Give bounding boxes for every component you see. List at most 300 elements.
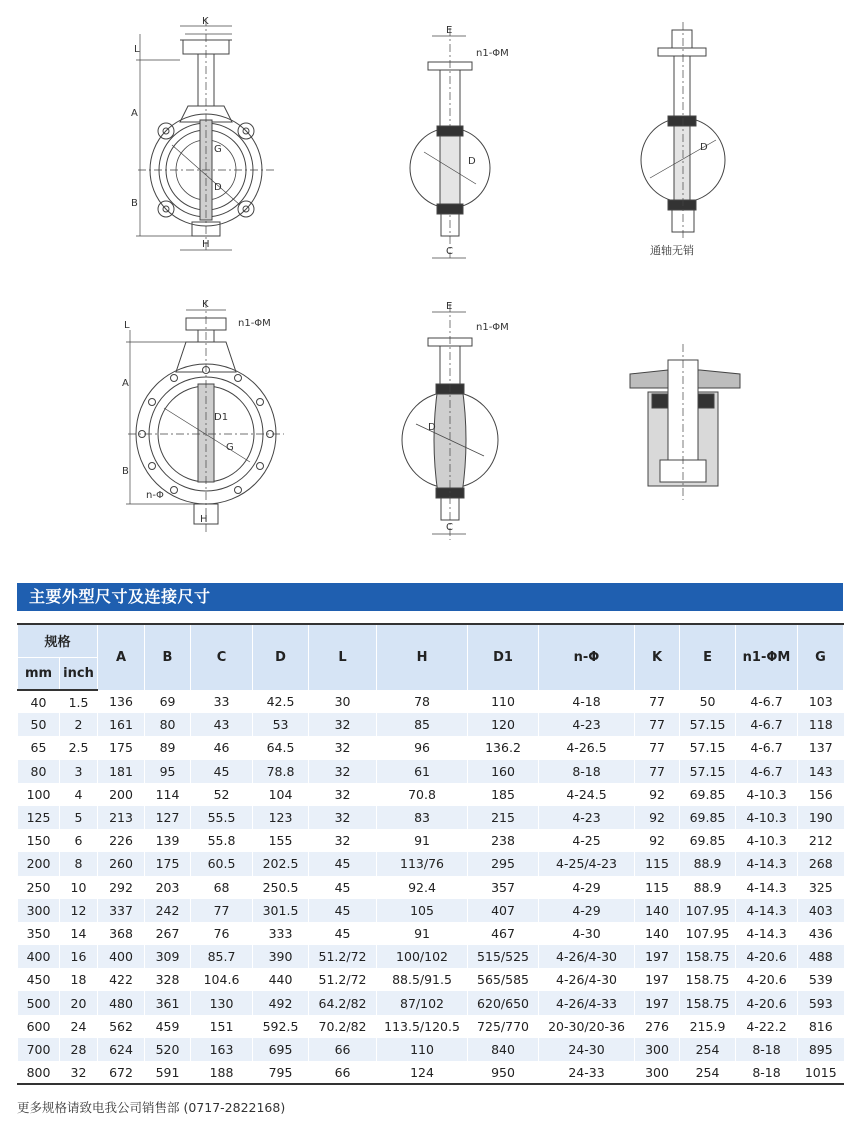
table-cell: 300: [635, 1038, 680, 1061]
table-cell: 83: [377, 806, 468, 829]
table-cell: 50: [680, 690, 736, 713]
table-cell: 161: [98, 713, 145, 736]
table-row: [18, 736, 844, 759]
header-col-l: L: [309, 624, 377, 690]
table-cell: 197: [635, 968, 680, 991]
table-row: [18, 783, 844, 806]
table-cell: 515/525: [468, 945, 539, 968]
table-row: [18, 968, 844, 991]
table-cell: 212: [798, 829, 844, 852]
table-cell: 158.75: [680, 945, 736, 968]
table-cell: 6: [60, 829, 98, 852]
table-cell: 250: [18, 876, 60, 899]
table-cell: 80: [18, 760, 60, 783]
table-cell: 107.95: [680, 922, 736, 945]
table-cell: 8-18: [736, 1038, 798, 1061]
table-cell: 155: [253, 829, 309, 852]
fig1-label-g: G: [214, 144, 222, 155]
table-cell: 295: [468, 852, 539, 875]
fig1-label-l: L: [134, 44, 140, 55]
table-cell: 80: [145, 713, 191, 736]
table-cell: 4-20.6: [736, 945, 798, 968]
table-cell: 57.15: [680, 760, 736, 783]
table-cell: 357: [468, 876, 539, 899]
table-cell: 32: [309, 783, 377, 806]
table-cell: 492: [253, 991, 309, 1014]
fig2-label-e: E: [446, 25, 453, 36]
table-cell: 28: [60, 1038, 98, 1061]
table-cell: 42.5: [253, 690, 309, 713]
table-cell: 51.2/72: [309, 945, 377, 968]
table-cell: 45: [309, 852, 377, 875]
fig4-label-n1: n1-ΦM: [238, 318, 271, 329]
table-cell: 127: [145, 806, 191, 829]
table-cell: 64.5: [253, 736, 309, 759]
table-cell: 77: [635, 713, 680, 736]
table-cell: 267: [145, 922, 191, 945]
table-cell: 18: [60, 968, 98, 991]
table-cell: 4-6.7: [736, 736, 798, 759]
table-cell: 4-6.7: [736, 690, 798, 713]
table-cell: 130: [191, 991, 253, 1014]
table-cell: 100/102: [377, 945, 468, 968]
table-cell: 115: [635, 876, 680, 899]
table-cell: 158.75: [680, 968, 736, 991]
table-cell: 89: [145, 736, 191, 759]
table-cell: 260: [98, 852, 145, 875]
table-cell: 77: [635, 690, 680, 713]
table-cell: 68: [191, 876, 253, 899]
table-cell: 160: [468, 760, 539, 783]
table-row: [18, 1061, 844, 1084]
table-cell: 292: [98, 876, 145, 899]
table-cell: 539: [798, 968, 844, 991]
table-row: [18, 806, 844, 829]
table-row: [18, 760, 844, 783]
table-cell: 202.5: [253, 852, 309, 875]
table-cell: 77: [191, 899, 253, 922]
table-cell: 16: [60, 945, 98, 968]
table-row: [18, 690, 844, 713]
table-cell: 333: [253, 922, 309, 945]
table-cell: 92: [635, 783, 680, 806]
table-row: [18, 899, 844, 922]
table-cell: 4-26/4-30: [539, 968, 635, 991]
table-cell: 24: [60, 1015, 98, 1038]
table-cell: 276: [635, 1015, 680, 1038]
table-cell: 300: [635, 1061, 680, 1084]
table-cell: 104.6: [191, 968, 253, 991]
table-cell: 840: [468, 1038, 539, 1061]
table-cell: 118: [798, 713, 844, 736]
table-cell: 24-33: [539, 1061, 635, 1084]
table-cell: 600: [18, 1015, 60, 1038]
fig3-side-view: [641, 22, 725, 240]
table-cell: 242: [145, 899, 191, 922]
table-cell: 78.8: [253, 760, 309, 783]
table-cell: 4-26/4-33: [539, 991, 635, 1014]
table-cell: 4-10.3: [736, 783, 798, 806]
table-cell: 175: [98, 736, 145, 759]
table-cell: 3: [60, 760, 98, 783]
table-cell: 4-18: [539, 690, 635, 713]
table-cell: 52: [191, 783, 253, 806]
table-cell: 104: [253, 783, 309, 806]
table-row: [18, 713, 844, 736]
table-header-row: [18, 624, 844, 657]
table-row: [18, 945, 844, 968]
table-cell: 32: [309, 806, 377, 829]
table-cell: 620/650: [468, 991, 539, 1014]
section-title: 主要外型尺寸及连接尺寸: [17, 583, 843, 611]
table-cell: 60.5: [191, 852, 253, 875]
fig6-section-detail: [630, 344, 740, 500]
table-body: [18, 690, 844, 1084]
table-cell: 66: [309, 1038, 377, 1061]
table-cell: 4-23: [539, 713, 635, 736]
table-cell: 4-14.3: [736, 899, 798, 922]
table-cell: 254: [680, 1038, 736, 1061]
header-mm: mm: [18, 657, 60, 690]
table-cell: 4-29: [539, 899, 635, 922]
table-cell: 45: [191, 760, 253, 783]
table-cell: 12: [60, 899, 98, 922]
table-cell: 188: [191, 1061, 253, 1084]
table-cell: 69.85: [680, 806, 736, 829]
table-cell: 139: [145, 829, 191, 852]
table-cell: 213: [98, 806, 145, 829]
table-cell: 4-26.5: [539, 736, 635, 759]
fig4-label-nphi: n-Φ: [146, 490, 164, 501]
table-cell: 175: [145, 852, 191, 875]
table-cell: 136.2: [468, 736, 539, 759]
table-row: [18, 829, 844, 852]
table-cell: 422: [98, 968, 145, 991]
table-cell: 4-20.6: [736, 968, 798, 991]
table-cell: 88.9: [680, 852, 736, 875]
header-inch: inch: [60, 657, 98, 690]
table-cell: 4-14.3: [736, 922, 798, 945]
table-cell: 96: [377, 736, 468, 759]
table-cell: 55.8: [191, 829, 253, 852]
fig5-label-d: D: [428, 422, 436, 433]
table-cell: 140: [635, 899, 680, 922]
table-cell: 4-24.5: [539, 783, 635, 806]
table-cell: 700: [18, 1038, 60, 1061]
table-cell: 2.5: [60, 736, 98, 759]
fig2-label-n1: n1-ΦM: [476, 48, 509, 59]
table-cell: 91: [377, 922, 468, 945]
table-cell: 32: [60, 1061, 98, 1084]
table-cell: 795: [253, 1061, 309, 1084]
table-cell: 400: [98, 945, 145, 968]
header-col-n1-phim: n1-ΦM: [736, 624, 798, 690]
table-cell: 120: [468, 713, 539, 736]
table-cell: 45: [309, 922, 377, 945]
table-cell: 69.85: [680, 783, 736, 806]
fig1-label-k: K: [202, 16, 209, 27]
table-cell: 24-30: [539, 1038, 635, 1061]
table-row: [18, 852, 844, 875]
table-cell: 300: [18, 899, 60, 922]
table-cell: 436: [798, 922, 844, 945]
table-cell: 53: [253, 713, 309, 736]
table-cell: 4-10.3: [736, 806, 798, 829]
fig4-label-h: H: [200, 514, 208, 525]
table-cell: 400: [18, 945, 60, 968]
table-cell: 77: [635, 736, 680, 759]
footer-note: 更多规格请致电我公司销售部 (0717-2822168): [17, 1100, 286, 1115]
table-cell: 4-25: [539, 829, 635, 852]
table-cell: 69.85: [680, 829, 736, 852]
table-cell: 105: [377, 899, 468, 922]
table-cell: 4-22.2: [736, 1015, 798, 1038]
table-cell: 78: [377, 690, 468, 713]
table-cell: 91: [377, 829, 468, 852]
header-col-e: E: [680, 624, 736, 690]
table-cell: 459: [145, 1015, 191, 1038]
table-cell: 203: [145, 876, 191, 899]
table-cell: 8-18: [736, 1061, 798, 1084]
table-cell: 197: [635, 991, 680, 1014]
table-cell: 150: [18, 829, 60, 852]
table-cell: 4-6.7: [736, 713, 798, 736]
table-cell: 88.5/91.5: [377, 968, 468, 991]
table-cell: 32: [309, 829, 377, 852]
table-cell: 70.2/82: [309, 1015, 377, 1038]
table-cell: 76: [191, 922, 253, 945]
table-cell: 350: [18, 922, 60, 945]
table-cell: 8-18: [539, 760, 635, 783]
fig5-side-view: [402, 304, 498, 540]
table-cell: 143: [798, 760, 844, 783]
table-cell: 50: [18, 713, 60, 736]
table-cell: 107.95: [680, 899, 736, 922]
table-cell: 800: [18, 1061, 60, 1084]
table-cell: 403: [798, 899, 844, 922]
table-cell: 136: [98, 690, 145, 713]
table-cell: 40: [18, 690, 60, 713]
table-cell: 488: [798, 945, 844, 968]
table-cell: 30: [309, 690, 377, 713]
table-cell: 163: [191, 1038, 253, 1061]
table-cell: 328: [145, 968, 191, 991]
table-cell: 816: [798, 1015, 844, 1038]
table-cell: 66: [309, 1061, 377, 1084]
fig4-label-l: L: [124, 320, 130, 331]
table-cell: 390: [253, 945, 309, 968]
fig2-label-d: D: [468, 156, 476, 167]
table-cell: 32: [309, 736, 377, 759]
table-cell: 4-10.3: [736, 829, 798, 852]
table-cell: 4-6.7: [736, 760, 798, 783]
table-cell: 325: [798, 876, 844, 899]
table-row: [18, 991, 844, 1014]
header-group-size: 规格: [18, 624, 98, 657]
table-cell: 57.15: [680, 713, 736, 736]
table-cell: 61: [377, 760, 468, 783]
table-cell: 624: [98, 1038, 145, 1061]
header-col-g: G: [798, 624, 844, 690]
table-cell: 407: [468, 899, 539, 922]
table-cell: 87/102: [377, 991, 468, 1014]
table-cell: 45: [309, 876, 377, 899]
fig5-label-n1: n1-ΦM: [476, 322, 509, 333]
table-cell: 309: [145, 945, 191, 968]
table-cell: 725/770: [468, 1015, 539, 1038]
table-cell: 46: [191, 736, 253, 759]
header-col-b: B: [145, 624, 191, 690]
table-cell: 4: [60, 783, 98, 806]
header-col-c: C: [191, 624, 253, 690]
table-cell: 480: [98, 991, 145, 1014]
table-cell: 215.9: [680, 1015, 736, 1038]
table-cell: 32: [309, 713, 377, 736]
table-cell: 500: [18, 991, 60, 1014]
fig1-label-b: B: [131, 198, 138, 209]
table-cell: 110: [468, 690, 539, 713]
table-cell: 301.5: [253, 899, 309, 922]
table-cell: 226: [98, 829, 145, 852]
fig4-label-d1: D1: [214, 412, 229, 423]
table-cell: 440: [253, 968, 309, 991]
table-cell: 124: [377, 1061, 468, 1084]
header-col-n-phi: n-Φ: [539, 624, 635, 690]
header-col-h: H: [377, 624, 468, 690]
table-cell: 77: [635, 760, 680, 783]
table-cell: 137: [798, 736, 844, 759]
fig4-label-a: A: [122, 378, 129, 389]
table-cell: 43: [191, 713, 253, 736]
table-cell: 4-20.6: [736, 991, 798, 1014]
fig1-label-h: H: [202, 239, 210, 250]
table-cell: 1.5: [60, 690, 98, 713]
dimensions-table: [17, 623, 844, 1085]
table-cell: 4-23: [539, 806, 635, 829]
table-cell: 361: [145, 991, 191, 1014]
fig3-note: 通轴无销: [650, 244, 694, 257]
fig1-front-view: [136, 18, 274, 250]
table-cell: 103: [798, 690, 844, 713]
table-cell: 8: [60, 852, 98, 875]
table-cell: 562: [98, 1015, 145, 1038]
table-cell: 565/585: [468, 968, 539, 991]
fig1-label-d: D: [214, 182, 222, 193]
fig5-label-e: E: [446, 301, 453, 312]
table-cell: 113.5/120.5: [377, 1015, 468, 1038]
table-cell: 5: [60, 806, 98, 829]
table-cell: 4-25/4-23: [539, 852, 635, 875]
table-cell: 33: [191, 690, 253, 713]
header-col-a: A: [98, 624, 145, 690]
table-cell: 158.75: [680, 991, 736, 1014]
table-cell: 672: [98, 1061, 145, 1084]
table-cell: 197: [635, 945, 680, 968]
table-cell: 92.4: [377, 876, 468, 899]
table-cell: 64.2/82: [309, 991, 377, 1014]
table-cell: 592.5: [253, 1015, 309, 1038]
table-cell: 4-14.3: [736, 876, 798, 899]
table-row: [18, 1038, 844, 1061]
fig2-label-c: C: [446, 246, 453, 257]
fig4-label-g: G: [226, 442, 234, 453]
table-cell: 215: [468, 806, 539, 829]
table-cell: 151: [191, 1015, 253, 1038]
table-cell: 57.15: [680, 736, 736, 759]
fig1-label-a: A: [131, 108, 138, 119]
table-cell: 520: [145, 1038, 191, 1061]
table-cell: 125: [18, 806, 60, 829]
table-cell: 2: [60, 713, 98, 736]
table-cell: 254: [680, 1061, 736, 1084]
table-cell: 115: [635, 852, 680, 875]
table-cell: 114: [145, 783, 191, 806]
table-cell: 250.5: [253, 876, 309, 899]
table-cell: 4-14.3: [736, 852, 798, 875]
table-cell: 14: [60, 922, 98, 945]
table-cell: 140: [635, 922, 680, 945]
table-cell: 181: [98, 760, 145, 783]
table-cell: 450: [18, 968, 60, 991]
table-cell: 156: [798, 783, 844, 806]
table-cell: 65: [18, 736, 60, 759]
fig3-label-d: D: [700, 142, 708, 153]
table-cell: 200: [18, 852, 60, 875]
table-cell: 110: [377, 1038, 468, 1061]
table-cell: 337: [98, 899, 145, 922]
header-col-d: D: [253, 624, 309, 690]
table-cell: 950: [468, 1061, 539, 1084]
table-cell: 10: [60, 876, 98, 899]
table-cell: 591: [145, 1061, 191, 1084]
table-cell: 4-29: [539, 876, 635, 899]
table-cell: 70.8: [377, 783, 468, 806]
table-cell: 100: [18, 783, 60, 806]
table-cell: 85.7: [191, 945, 253, 968]
table-cell: 92: [635, 806, 680, 829]
table-cell: 85: [377, 713, 468, 736]
table-cell: 185: [468, 783, 539, 806]
table-cell: 123: [253, 806, 309, 829]
table-cell: 113/76: [377, 852, 468, 875]
table-cell: 51.2/72: [309, 968, 377, 991]
table-row: [18, 1015, 844, 1038]
table-cell: 4-30: [539, 922, 635, 945]
table-cell: 268: [798, 852, 844, 875]
table-cell: 467: [468, 922, 539, 945]
table-row: [18, 876, 844, 899]
table-cell: 20-30/20-36: [539, 1015, 635, 1038]
table-cell: 92: [635, 829, 680, 852]
table-cell: 20: [60, 991, 98, 1014]
table-cell: 32: [309, 760, 377, 783]
table-cell: 190: [798, 806, 844, 829]
table-cell: 238: [468, 829, 539, 852]
table-cell: 695: [253, 1038, 309, 1061]
table-cell: 88.9: [680, 876, 736, 899]
fig5-label-c: C: [446, 522, 453, 533]
table-cell: 45: [309, 899, 377, 922]
fig4-label-k: K: [202, 299, 209, 310]
table-cell: 95: [145, 760, 191, 783]
table-cell: 69: [145, 690, 191, 713]
fig2-side-view: [410, 28, 490, 258]
table-cell: 200: [98, 783, 145, 806]
table-row: [18, 922, 844, 945]
table-cell: 4-26/4-30: [539, 945, 635, 968]
table-cell: 593: [798, 991, 844, 1014]
table-cell: 55.5: [191, 806, 253, 829]
